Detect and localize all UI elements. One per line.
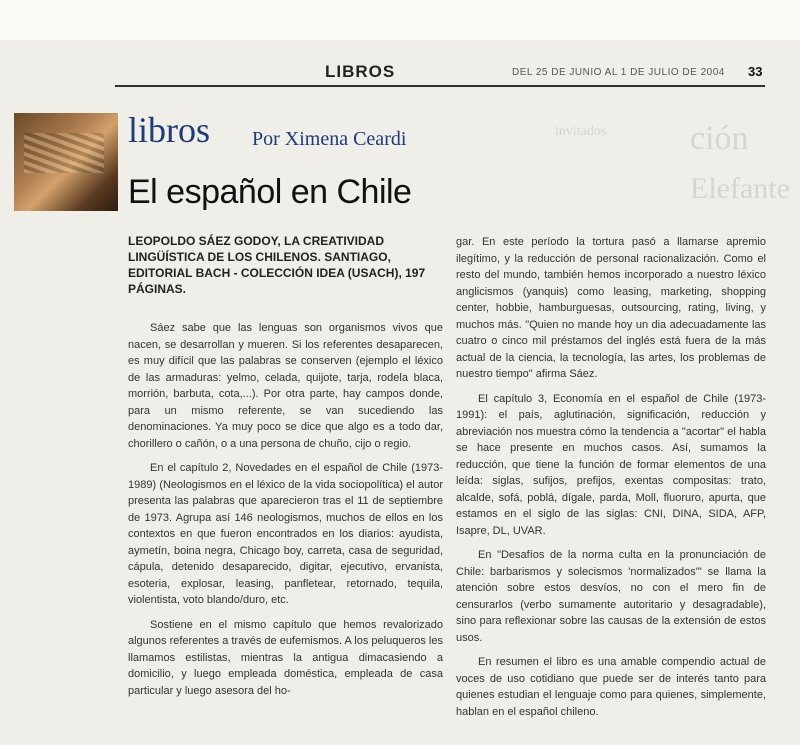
paragraph: gar. En este período la tortura pasó a llamarse apremio ilegítimo, y la reducción de personal racionalización. Como el resto del mundo, también hemos incorporado a nuestro léxico anglicismos (yanquis) como leasing, marketing, shopping center, hobbie, hamburguesas, outsourcing, rating, living, y muchos más. "Quien no mande hoy un dia adecuadamente las cuatro o cinco mil préstamos del inglés está fuera de la más actual de la ciencia, la tecnología, las artes, los problemas de nuestro tiempo" afirma Sáez. — [456, 236, 766, 380]
top-margin — [0, 0, 800, 40]
column-byline: Por Ximena Ceardi — [252, 128, 407, 150]
paragraph: El capítulo 3, Economía en el español de Chile (1973-1991): el país, aglutinación, significación, reducción y abreviación nos muestra cómo la tendencia a "acortar" el habla se hace presente en muchos casos. Así, sumamos la reducción, que tiene la función de formar elementos de una leída: siglas, sufijos, prefijos, exentas compositas: trato, alcalde, sofá, poblá, dígale, parda, Moll, fluoruro, apurta, que estamos en el siglo de las siglas: CNI, DINA, SIDA, AFP, Isapre, DL, UVAR. — [456, 392, 766, 537]
article-column-right — [456, 234, 766, 728]
paragraph: En el capítulo 2, Novedades en el español de Chile (1973-1989) (Neologismos en el léxico de la vida sociopolítica) el autor presenta las palabras que aparecieron tras el 11 de septiembre de 1973. Agrupa así 146 neologismos, muchos de ellos en los contextos en que fueron encontrados en los diarios: ayudista, aymetín, boina negra, Chicago boy, carreta, casa de seguridad, cápula, detenido desaparecido, digitar, ejecutivo, ervanista, esoteria, explosar, leasing, panfletear, retornado, tequila, violentista, voto blando/duro, etc. — [128, 462, 443, 606]
issue-date: DEL 25 DE JUNIO AL 1 DE JULIO DE 2004 — [512, 67, 725, 78]
section-name: LIBROS — [325, 62, 396, 81]
paragraph: En resumen el libro es una amable compendio actual de voces de uso cotidiano que puede ser de interés tanto para quienes estudian el lenguaje como para quienes, simplemente, hablan en el español chileno. — [456, 656, 766, 718]
page-number: 33 — [748, 64, 763, 79]
book-info: LEOPOLDO SÁEZ GODOY, LA CREATIVIDAD LINGÜÍSTICA DE LOS CHILENOS. SANTIAGO, EDITORIAL BACH - COLECCIÓN IDEA (USACH), 197 PÁGINAS. — [128, 234, 426, 296]
paragraph: Sáez sabe que las lenguas son organismos vivos que nacen, se desarrollan y mueren. Si los referentes desaparecen, es muy difícil que las palabras se conserven (ejemplo el léxico de las armaduras: yelmo, celada, quijote, tarja, rodela blaca, morrión, barbuta, cota,...). Por otra parte, hay campos donde, para un mismo referente, se van sucediendo las denominaciones. Ya muy poco se dice que algo es a todo dar, chorillero o cañón, o a una persona de chuño, cijo o regio. — [128, 322, 443, 450]
bleed-through-text: ción — [690, 120, 749, 157]
article-column-left — [128, 320, 443, 707]
header-rule — [115, 85, 765, 87]
bleed-through-text: Elefante — [690, 172, 790, 205]
column-logo: libros — [128, 110, 211, 150]
book-cover-photo — [14, 113, 118, 211]
paragraph: En "Desafíos de la norma culta en la pronunciación de Chile: barbarismos y solecismos 'normalizados'" se llama la atención sobre estos desvíos, no con el mero fin de censurarlos (verbo sumamente autoritario y desagradable), sino para reflexionar sobre las causas de la extensión de estos usos. — [456, 549, 766, 644]
paragraph: Sostiene en el mismo capítulo que hemos revalorizado algunos referentes a través de eufemismos. A los peluqueros les llamamos estilistas, mientras la antigua dimacasiendo a domicilio, y luego empleada doméstica, empleada de casa particular y luego asesora del ho- — [128, 618, 443, 697]
bleed-through-text: invitados — [555, 124, 607, 139]
article-title: El español en Chile — [128, 173, 412, 211]
